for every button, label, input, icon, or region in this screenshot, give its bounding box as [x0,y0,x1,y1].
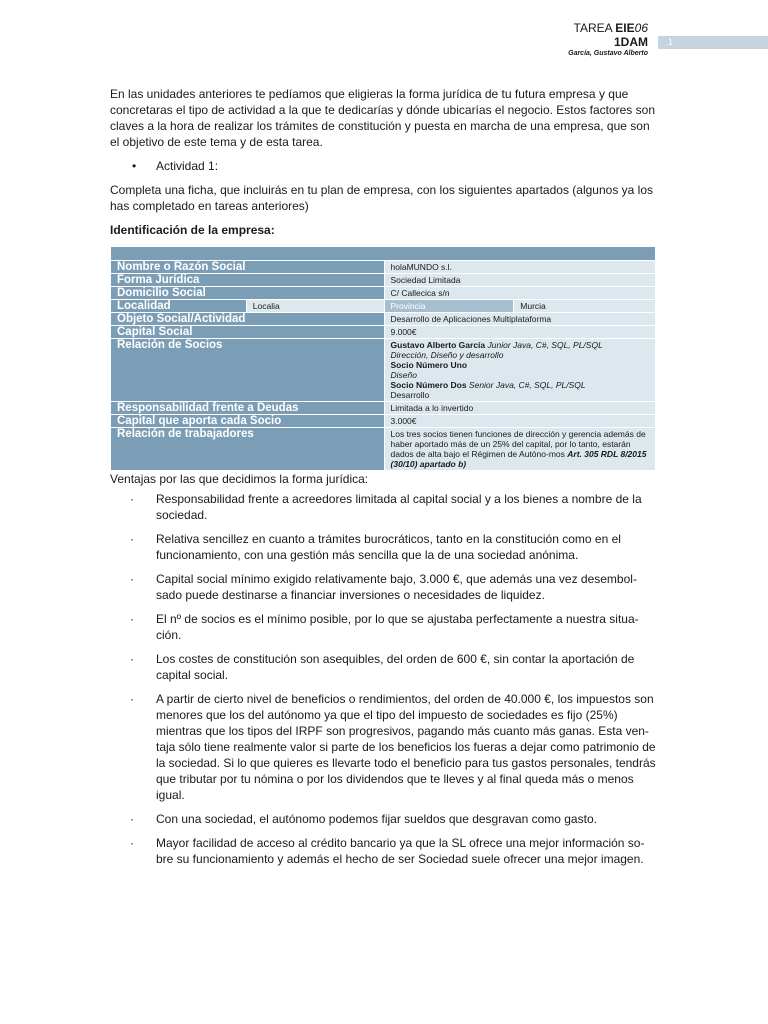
activity-heading [132,158,656,174]
intro-paragraph: En las unidades anteriores te pedíamos que eligieras la forma jurídica de tu futura empresa y que concretaras el tipo de actividad a la que te dedicarías y dónde ubicarías el negocio. Estos factores son claves a la hora de realizar los trámites de constitución y puesta en marcha de una empresa, que son el objetivo de este tema y de esta tarea. [110,87,655,149]
task-title: TAREA EIE06 [573,21,648,35]
table-row: Nombre o Razón Social holaMUNDO s.l. [111,261,656,274]
partner-entry: Socio Número Uno [390,360,468,370]
course-label: 1DAM [613,34,648,49]
activity-label: Actividad 1: [156,159,219,173]
list-item: · Los costes de constitución son asequibles, del orden de 600 €, sin contar la aportación de capital social. [130,652,635,682]
table-row: Objeto Social/Actividad Desarrollo de Aplicaciones Multiplataforma [111,313,656,326]
table-row: Responsabilidad frente a Deudas Limitada a lo invertido [111,402,656,415]
list-item: · El nº de socios es el mínimo posible, por lo que se ajustaba perfectamente a nuestra situa-ción. [130,612,639,642]
bullet-marker: • [132,159,137,173]
identification-title: Identificación de la empresa: [110,223,275,237]
table-row: Relación de trabajadores Los tres socios tienen funciones de dirección y gerencia además de haber aportado más de un 25% del capital, por lo tanto, estarán dados de alta bajo el Régimen de Autóno-mos Art. 305 RDL 8/2015 (30/10) apartado b) [111,428,656,471]
partner-entry: Socio Número Dos Senior Java, C#, SQL, PL/SQL [390,380,586,390]
list-item: · Relativa sencillez en cuanto a trámites burocráticos, tanto en la constitución como en el funcionamiento, con una gestión más sencilla que la de una sociedad anónima. [130,532,621,562]
author-name: García, Gustavo Alberto [568,49,648,57]
company-form-table [110,246,656,471]
page-number: 1 [658,36,768,49]
list-item: · Capital social mínimo exigido relativamente bajo, 3.000 €, que además una vez desembol-sado puede destinarse a financiar inversiones o necesidades de liquidez. [130,572,637,602]
table-row: Capital que aporta cada Socio 3.000€ [111,415,656,428]
table-header-bar [111,247,656,261]
document-body [110,86,656,875]
instructions-paragraph: Completa una ficha, que incluirás en tu plan de empresa, con los siguientes apartados (algunos ya los has completado en tareas anteriores) [110,183,653,213]
advantages-list [110,491,656,867]
partners-cell: Gustavo Alberto García Junior Java, C#, SQL, PL/SQL Dirección, Diseño y desarrollo Socio Número Uno Diseño Socio Número Dos Senior Java, C#, SQL, PL/SQL Desarrollo [384,339,655,402]
table-row: Relación de Socios Gustavo Alberto García Junior Java, C#, SQL, PL/SQL Dirección, Diseño y desarrollo Socio Número Uno Diseño Socio Número Dos Senior Java, C#, SQL, PL/SQL Desarrollo [111,339,656,402]
list-item: · Mayor facilidad de acceso al crédito bancario ya que la SL ofrece una mejor información so-bre su funcionamiento y además el hecho de ser Sociedad suele ofrecer una mejor imagen. [130,836,645,866]
header-divider [608,36,659,49]
list-item: · Responsabilidad frente a acreedores limitada al capital social y a los bienes a nombre de la sociedad. [130,492,642,522]
table-row: Localidad Localia Provincia Murcia [111,300,656,313]
list-item: · A partir de cierto nivel de beneficios o rendimientos, del orden de 40.000 €, los impuestos son menores que los del autónomo ya que el tipo del impuesto de sociedades es fijo (25%) mientras que los tipos del IRPF son progresivos, pagando más cuanto más ganas. Esta ven-taja sólo tiene realmente valor si parte de los beneficios los fueras a dejar como patrimonio de la sociedad. Si lo que quieres es llevarte todo el beneficio para tus gastos personales, tendrás que tributar por tu nómina o por los dividendos que te lleves y al final queda más o menos igual. [130,692,656,802]
partner-entry: Gustavo Alberto García Junior Java, C#, SQL, PL/SQL [390,340,603,350]
table-row: Forma Jurídica Sociedad Limitada [111,274,656,287]
advantages-title: Ventajas por las que decidimos la forma jurídica: [110,472,369,486]
table-row: Capital Social 9.000€ [111,326,656,339]
list-item: · Con una sociedad, el autónomo podemos fijar sueldos que desgravan como gasto. [130,812,597,826]
table-row: Domicilio Social C/ Callecica s/n [111,287,656,300]
